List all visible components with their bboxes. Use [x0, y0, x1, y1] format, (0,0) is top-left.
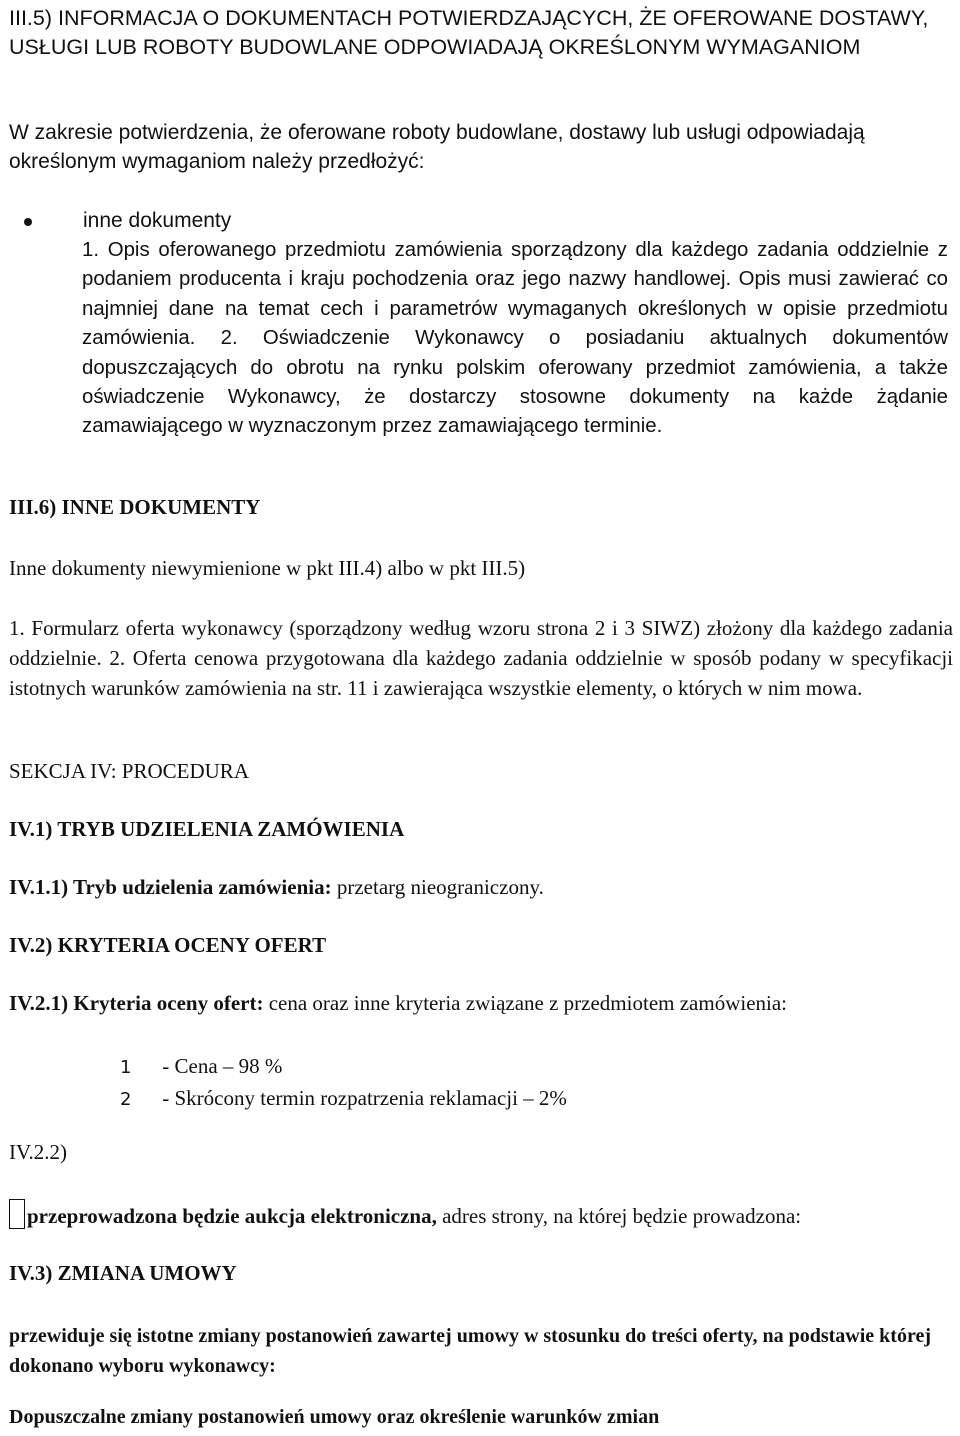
checkbox-icon — [9, 1199, 25, 1229]
section-IV22-label: IV.2.2) — [9, 1140, 67, 1164]
section-IV21-label: IV.2.1) Kryteria oceny ofert: — [9, 991, 264, 1015]
auction-label: przeprowadzona będzie aukcja elektroniczna, — [27, 1204, 437, 1228]
section-IV21-value: cena oraz inne kryteria związane z przedmiotem zamówienia: — [268, 991, 788, 1015]
section-III5-intro: W zakresie potwierdzenia, że oferowane roboty budowlane, dostawy lub usługi odpowiadają określonym wymaganiom należy przedłożyć: — [9, 121, 865, 173]
section-IV21-row — [9, 991, 787, 1016]
section-IV11-value: przetarg nieograniczony. — [336, 875, 544, 899]
section-III6-subheading: Inne dokumenty niewymienione w pkt III.4) albo w pkt III.5) — [9, 556, 526, 580]
criteria-number: 1 — [120, 1057, 132, 1078]
section-IV11-label: IV.1.1) Tryb udzielenia zamówienia: — [9, 875, 332, 899]
section-IV-heading: SEKCJA IV: PROCEDURA — [9, 759, 249, 783]
section-III6-heading: III.6) INNE DOKUMENTY — [9, 495, 261, 519]
section-IV3-heading: IV.3) ZMIANA UMOWY — [9, 1261, 237, 1285]
criteria-text: - Cena – 98 % — [162, 1054, 283, 1078]
section-III5-heading: III.5) INFORMACJA O DOKUMENTACH POTWIERDZAJĄCYCH, ŻE OFEROWANE DOSTAWY, USŁUGI LUB ROBOTY BUDOWLANE ODPOWIADAJĄ OKREŚLONYM WYMAGANIOM — [9, 6, 929, 59]
criteria-list — [120, 1051, 567, 1115]
section-III5-body: 1. Opis oferowanego przedmiotu zamówienia sporządzony dla każdego zadania oddzielnie z podaniem producenta i kraju pochodzenia oraz jego nazwy handlowej. Opis musi zawierać co najmniej dane na temat cech i parametrów wymaganych określonych w opisie przedmiotu zamówienia. 2. Oświadczenie Wykonawcy o posiadaniu aktualnych dokumentów dopuszczających do obrotu na rynku polskim oferowany przedmiot zamówienia, a także oświadczenie Wykonawcy, że dostarczy stosowne dokumenty na każde żądanie zamawiającego w wyznaczonym przez zamawiającego terminie. — [82, 239, 948, 438]
bullet-icon — [24, 218, 32, 226]
auction-value: adres strony, na której będzie prowadzona: — [442, 1204, 802, 1228]
section-IV1-heading: IV.1) TRYB UDZIELENIA ZAMÓWIENIA — [9, 817, 405, 841]
section-IV2-heading: IV.2) KRYTERIA OCENY OFERT — [9, 933, 327, 957]
bullet-text: inne dokumenty — [83, 209, 232, 232]
change-conditions-text: Dopuszczalne zmiany postanowień umowy oraz określenie warunków zmian — [9, 1406, 660, 1428]
criteria-number: 2 — [120, 1089, 132, 1110]
auction-row — [9, 1199, 959, 1229]
criteria-text: - Skrócony termin rozpatrzenia reklamacji – 2% — [162, 1086, 567, 1110]
criteria-item — [120, 1083, 567, 1115]
section-III6-body: 1. Formularz oferta wykonawcy (sporządzony według wzoru strona 2 i 3 SIWZ) złożony dla każdego zadania oddzielnie. 2. Oferta cenowa przygotowana dla każdego zadania oddzielnie w sposób podany w specyfikacji istotnych warunków zamówienia na str. 11 i zawierająca wszystkie elementy, o których w nim mowa. — [9, 616, 953, 700]
section-IV11-row — [9, 875, 544, 900]
change-allowed-text: przewiduje się istotne zmiany postanowień zawartej umowy w stosunku do treści oferty, na podstawie której dokonano wyboru wykonawcy: — [9, 1325, 931, 1377]
criteria-item — [120, 1051, 567, 1083]
